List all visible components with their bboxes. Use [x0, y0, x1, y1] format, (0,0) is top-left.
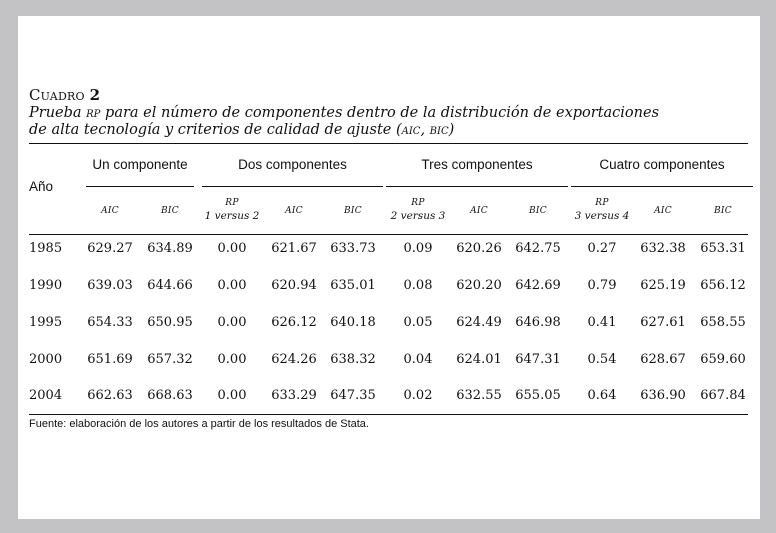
value-cell: 662.63 [87, 388, 133, 403]
year-cell: 2000 [29, 352, 63, 367]
value-cell: 0.09 [403, 241, 433, 256]
value-cell: 647.35 [330, 388, 376, 403]
value-cell: 624.26 [271, 352, 317, 367]
value-cell: 0.27 [587, 241, 617, 256]
sub-header-label: BIC [529, 206, 547, 216]
value-cell: 0.08 [403, 278, 433, 293]
value-cell: 646.98 [515, 315, 561, 330]
value-cell: 642.69 [515, 278, 561, 293]
group-header: Tres componentes [421, 157, 533, 172]
value-cell: 632.55 [456, 388, 502, 403]
value-cell: 0.00 [217, 352, 247, 367]
value-cell: 647.31 [515, 352, 561, 367]
group-underline [571, 186, 753, 187]
group-underline [386, 186, 568, 187]
value-cell: 627.61 [640, 315, 686, 330]
value-cell: 632.38 [640, 241, 686, 256]
sub-header-top: RP [225, 198, 239, 208]
value-cell: 659.60 [700, 352, 746, 367]
group-underline [86, 186, 194, 187]
value-cell: 653.31 [700, 241, 746, 256]
year-column-header: Año [29, 179, 54, 194]
table-title-line-1: Prueba rp para el número de componentes dentro de la distribución de exportaciones [29, 105, 660, 121]
value-cell: 638.32 [330, 352, 376, 367]
value-cell: 0.00 [217, 278, 247, 293]
value-cell: 640.18 [330, 315, 376, 330]
year-cell: 2004 [29, 388, 63, 403]
sub-header-label: BIC [161, 206, 179, 216]
value-cell: 628.67 [640, 352, 686, 367]
table-caption-label: Cuadro 2 [29, 86, 101, 104]
value-cell: 621.67 [271, 241, 317, 256]
table-title-line-2: de alta tecnología y criterios de calidad de ajuste (aic, bic) [29, 122, 455, 138]
value-cell: 0.00 [217, 241, 247, 256]
year-cell: 1990 [29, 278, 63, 293]
value-cell: 625.19 [640, 278, 686, 293]
sub-header-label: BIC [714, 206, 732, 216]
document-page [18, 16, 760, 519]
value-cell: 0.64 [587, 388, 617, 403]
value-cell: 620.94 [271, 278, 317, 293]
sub-header-label: AIC [285, 206, 303, 216]
value-cell: 642.75 [515, 241, 561, 256]
group-underline [202, 186, 383, 187]
value-cell: 0.79 [587, 278, 617, 293]
sub-header-label: BIC [344, 206, 362, 216]
value-cell: 620.26 [456, 241, 502, 256]
value-cell: 655.05 [515, 388, 561, 403]
value-cell: 0.54 [587, 352, 617, 367]
value-cell: 635.01 [330, 278, 376, 293]
sub-header-bottom: 3 versus 4 [574, 210, 630, 222]
value-cell: 626.12 [271, 315, 317, 330]
sub-header-label: AIC [654, 206, 672, 216]
value-cell: 657.32 [147, 352, 193, 367]
value-cell: 636.90 [640, 388, 686, 403]
value-cell: 0.05 [403, 315, 433, 330]
sub-header-top: RP [411, 198, 425, 208]
sub-header-top: RP [595, 198, 609, 208]
group-header: Dos componentes [238, 157, 347, 172]
value-cell: 644.66 [147, 278, 193, 293]
sub-header-label: AIC [470, 206, 488, 216]
sub-header-bottom: 1 versus 2 [204, 210, 260, 222]
value-cell: 620.20 [456, 278, 502, 293]
group-header: Un componente [92, 157, 188, 172]
header-bottom-rule [29, 234, 748, 235]
value-cell: 654.33 [87, 315, 133, 330]
sub-header-bottom: 2 versus 3 [390, 210, 446, 222]
value-cell: 658.55 [700, 315, 746, 330]
table-bottom-rule [29, 414, 748, 415]
value-cell: 633.29 [271, 388, 317, 403]
value-cell: 624.49 [456, 315, 502, 330]
sub-header-label: AIC [101, 206, 119, 216]
value-cell: 651.69 [87, 352, 133, 367]
value-cell: 650.95 [147, 315, 193, 330]
value-cell: 633.73 [330, 241, 376, 256]
source-note: Fuente: elaboración de los autores a partir de los resultados de Stata. [29, 418, 369, 430]
value-cell: 0.02 [403, 388, 433, 403]
year-cell: 1995 [29, 315, 63, 330]
value-cell: 0.41 [587, 315, 617, 330]
value-cell: 668.63 [147, 388, 193, 403]
value-cell: 0.00 [217, 315, 247, 330]
sub-header [683, 204, 763, 218]
group-header: Cuatro componentes [599, 157, 725, 172]
value-cell: 634.89 [147, 241, 193, 256]
value-cell: 629.27 [87, 241, 133, 256]
value-cell: 624.01 [456, 352, 502, 367]
value-cell: 0.04 [403, 352, 433, 367]
year-cell: 1985 [29, 241, 63, 256]
value-cell: 0.00 [217, 388, 247, 403]
value-cell: 656.12 [700, 278, 746, 293]
value-cell: 639.03 [87, 278, 133, 293]
table-top-rule [29, 143, 748, 144]
value-cell: 667.84 [700, 388, 746, 403]
